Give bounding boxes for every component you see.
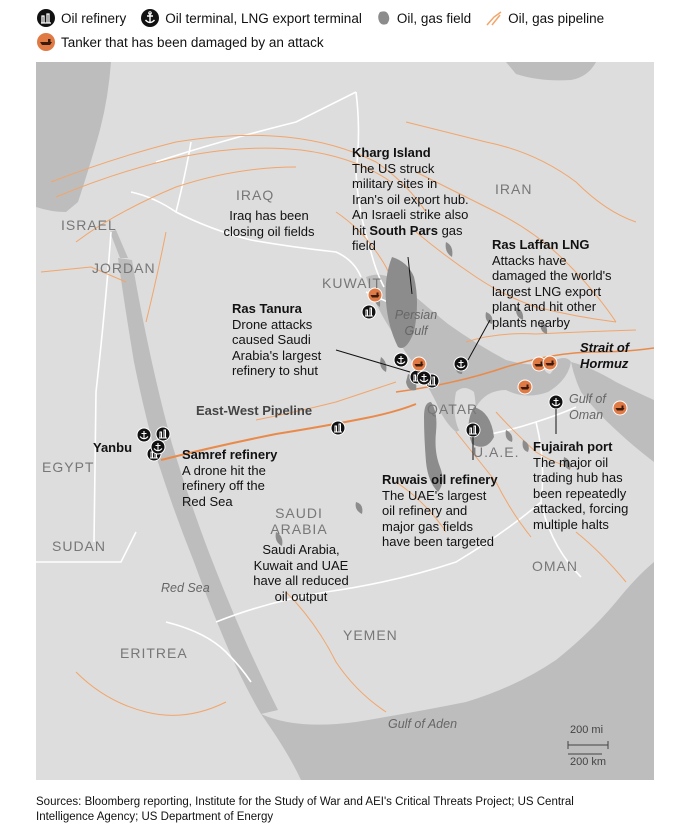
annotation-strait-of-hormuz (580, 340, 629, 371)
anchor-icon[interactable] (394, 353, 408, 367)
country-egypt: EGYPT (42, 459, 95, 475)
water-persian-gulf (391, 308, 441, 339)
country-uae: U.A.E. (473, 444, 520, 460)
tanker-icon[interactable] (613, 401, 627, 415)
saudi-note-line: oil output (274, 588, 328, 604)
country-eritrea: ERITREA (120, 645, 188, 661)
legend-field (376, 9, 471, 27)
anchor-icon[interactable] (417, 371, 431, 385)
legend-refinery-label: Oil refinery (61, 10, 127, 26)
kharg-line: military sites in (352, 176, 438, 191)
anchor-icon[interactable] (454, 357, 468, 371)
ruwais-title: Ruwais oil refinery (382, 472, 498, 487)
refinery-icon[interactable] (156, 427, 170, 441)
kharg-line: The US struck (352, 160, 435, 176)
country-jordan: JORDAN (92, 260, 156, 276)
kharg-line: An Israeli strike also (352, 207, 469, 222)
samref-line: A drone hit the (182, 462, 266, 478)
country-iraq: IRAQ (236, 187, 275, 203)
water-persian-line1: Persian (394, 308, 438, 322)
legend-pipeline (485, 9, 604, 27)
ras-tanura-line: Arabia's largest (232, 347, 322, 363)
water-red-sea: Red Sea (161, 581, 210, 595)
legend (36, 6, 656, 54)
tanker-icon[interactable] (412, 357, 426, 371)
saudi-note (246, 542, 356, 604)
country-yemen: YEMEN (343, 627, 398, 643)
tanker-icon (36, 32, 56, 52)
ruwais-line: major gas fields (382, 518, 474, 534)
legend-terminal (140, 8, 362, 28)
water-gulf-oman-line1: Gulf of (569, 392, 606, 406)
ras-laffan-line: plants nearby (492, 314, 571, 330)
hormuz-line1: Strait of (580, 340, 630, 355)
ruwais-line: The UAE's largest (382, 487, 487, 503)
annotation-ras-laffan (492, 237, 612, 330)
refinery-icon (36, 8, 56, 28)
country-oman: OMAN (532, 558, 578, 574)
kharg-line: Iran's oil export hub. (352, 191, 469, 207)
map-canvas (36, 62, 654, 780)
country-saudi (264, 506, 334, 537)
annotation-ruwais (382, 472, 498, 550)
legend-field-label: Oil, gas field (396, 10, 472, 26)
samref-line: Red Sea (182, 493, 233, 509)
ras-laffan-line: Attacks have (492, 252, 567, 268)
kharg-line5-pre: hit (352, 222, 370, 238)
fujairah-line: The major oil (533, 454, 609, 470)
fujairah-line: trading hub has (533, 470, 623, 485)
tanker-icon[interactable] (543, 356, 557, 370)
anchor-icon[interactable] (151, 440, 165, 454)
fujairah-title: Fujairah port (533, 439, 613, 454)
ras-tanura-line: Drone attacks (232, 316, 313, 332)
iraq-note (214, 208, 324, 239)
country-iran: IRAN (495, 181, 533, 197)
water-persian-line2: Gulf (404, 323, 428, 338)
ras-tanura-line: caused Saudi (232, 332, 311, 347)
pipeline-icon (485, 9, 503, 27)
place-east-west-pipeline: East-West Pipeline (196, 403, 313, 418)
refinery-icon[interactable] (466, 423, 480, 437)
scale-mi: 200 mi (570, 724, 604, 736)
saudi-note-line: Kuwait and UAE (253, 557, 349, 573)
iraq-note-line: Iraq has been (229, 208, 309, 223)
anchor-icon[interactable] (549, 395, 563, 409)
country-saudi-line1: SAUDI (275, 505, 323, 521)
annotation-ras-tanura (232, 301, 321, 379)
sources-line2: Intelligence Agency; US Department of Energy (36, 811, 274, 823)
water-gulf-oman-line2: Oman (569, 407, 604, 422)
ras-tanura-line: refinery to shut (232, 363, 318, 378)
country-qatar: QATAR (427, 401, 479, 417)
kharg-line5 (352, 223, 469, 239)
refinery-icon[interactable] (331, 421, 345, 435)
sources (36, 795, 656, 825)
saudi-note-line: have all reduced (253, 573, 349, 588)
ras-laffan-line: damaged the world's (492, 268, 612, 283)
kharg-south-pars: South Pars (369, 222, 438, 238)
ras-tanura-title: Ras Tanura (232, 301, 302, 316)
anchor-icon (140, 8, 160, 28)
annotation-kharg-island (352, 145, 469, 254)
country-sudan: SUDAN (52, 538, 107, 554)
fujairah-line: multiple halts (533, 516, 609, 532)
kharg-line: field (352, 238, 376, 253)
refinery-icon[interactable] (362, 305, 376, 319)
tanker-icon[interactable] (518, 380, 532, 394)
field-icon (376, 9, 392, 27)
water-gulf-of-aden: Gulf of Aden (388, 717, 458, 731)
legend-refinery (36, 8, 126, 28)
fujairah-line: been repeatedly (533, 485, 627, 501)
legend-tanker (36, 32, 324, 52)
annotation-fujairah (533, 439, 628, 532)
legend-pipeline-label: Oil, gas pipeline (508, 10, 605, 26)
kharg-title: Kharg Island (352, 145, 431, 160)
country-israel: ISRAEL (61, 217, 117, 233)
sources-line1: Sources: Bloomberg reporting, Institute for the Study of War and AEI's Critical Threats Project; US Central (36, 796, 574, 808)
water-gulf-of-oman (569, 392, 606, 423)
anchor-icon[interactable] (137, 428, 151, 442)
ruwais-line: have been targeted (382, 534, 495, 549)
annotation-samref (182, 447, 277, 509)
scale-km: 200 km (570, 756, 607, 768)
iraq-note-line: closing oil fields (223, 223, 315, 239)
kharg-line5-post: gas (437, 222, 463, 238)
ras-laffan-line: plant and hit other (492, 299, 597, 314)
ruwais-line: oil refinery and (382, 503, 468, 518)
ras-laffan-line: largest LNG export (492, 283, 602, 299)
country-saudi-line2: ARABIA (270, 520, 328, 537)
legend-terminal-label: Oil terminal, LNG export terminal (165, 10, 362, 26)
ras-laffan-title: Ras Laffan LNG (492, 237, 590, 252)
place-yanbu: Yanbu (93, 440, 133, 455)
saudi-note-line: Saudi Arabia, (262, 542, 340, 557)
fujairah-line: attacked, forcing (533, 501, 629, 516)
map (36, 62, 654, 780)
country-kuwait: KUWAIT (322, 275, 382, 291)
samref-title: Samref refinery (182, 447, 278, 462)
samref-line: refinery off the (182, 478, 265, 493)
legend-tanker-label: Tanker that has been damaged by an attack (61, 34, 324, 50)
hormuz-line2: Hormuz (580, 355, 629, 371)
